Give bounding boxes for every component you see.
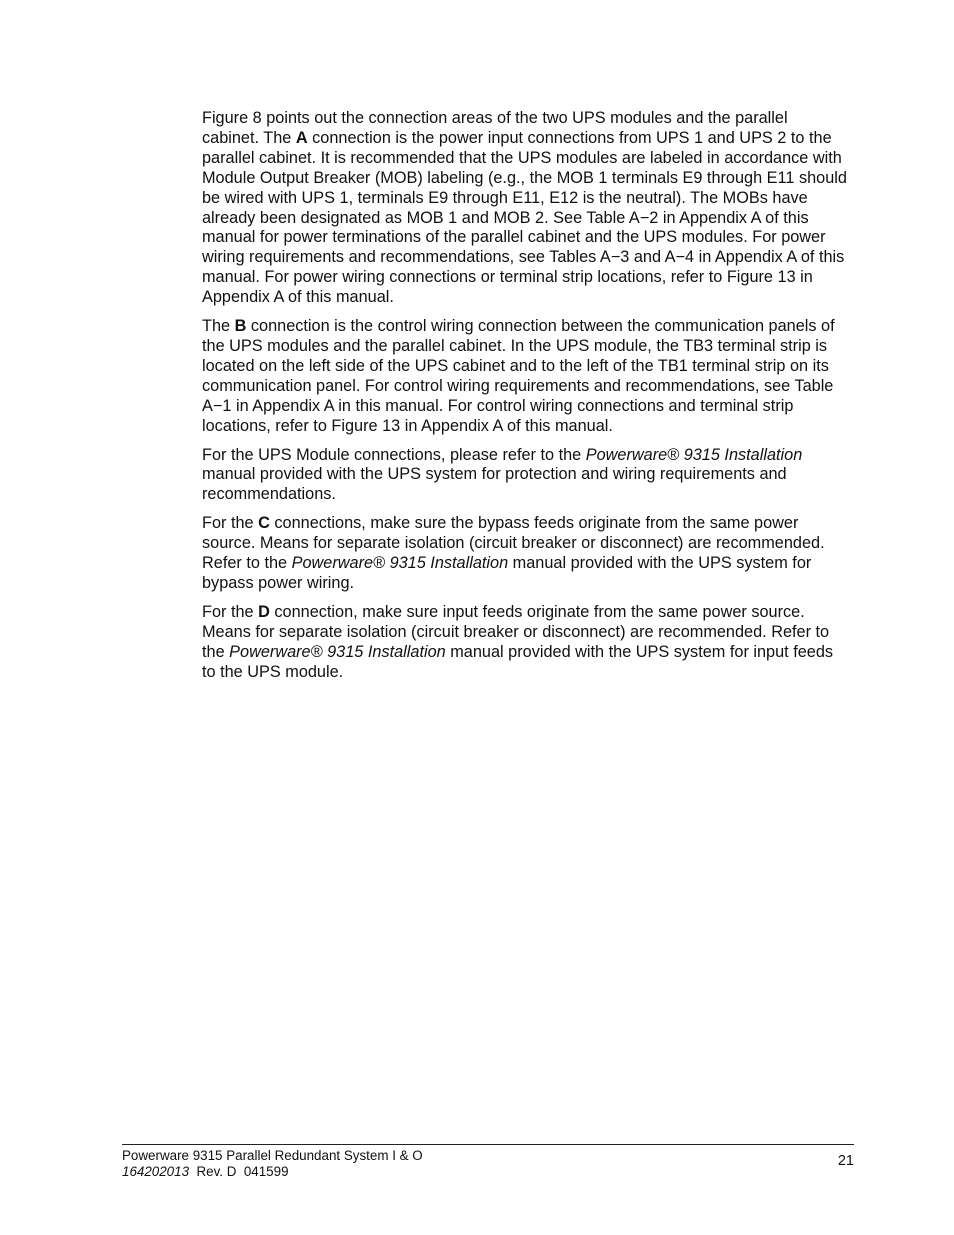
text-segment: connections, make sure the bypass feeds originate from the same power source. Means for separate isolation (circuit breaker or disconnect) are recommended. Refer to the [202,514,825,573]
doc-number: 164202013 [122,1164,190,1179]
text-segment: For the UPS Module connections, please refer to the [202,445,586,464]
manual-title: Powerware® 9315 Installation [229,642,446,661]
text-segment: manual provided with the UPS system for input feeds to the UPS module. [202,642,834,681]
body-text [202,109,848,691]
text-segment: The [202,317,235,336]
footer-left [122,1148,423,1180]
paragraph-connection-b [202,317,848,436]
text-segment: For the [202,514,259,533]
paragraph-connection-c [202,514,848,594]
paragraph-connection-a [202,109,848,308]
footer-title: Powerware 9315 Parallel Redundant System I & O [122,1148,423,1163]
revision: Rev. D 041599 [189,1164,289,1179]
label-c: C [258,514,270,533]
text-segment: connection is the power input connections from UPS 1 and UPS 2 to the parallel cabinet. It is recommended that the UPS modules are labeled in accordance with Module Output Breaker (MOB) labeling (e.g., the MOB 1 terminals E9 through E11 should be wired with UPS 1, terminals E9 through E11, E12 is the neutral). The MOBs have already been designated as MOB 1 and MOB 2. See Table A−2 in Appendix A of this manual for power terminations of the parallel cabinet and the UPS modules. For power wiring requirements and recommendations, see Tables A−3 and A−4 in Appendix A of this manual. For power wiring connections or terminal strip locations, refer to Figure 13 in Appendix A of this manual. [202,128,847,307]
footer-doc-info [122,1164,423,1180]
text-segment: connection is the control wiring connection between the communication panels of the UPS modules and the parallel cabinet. In the UPS module, the TB3 terminal strip is located on the left side of the UPS cabinet and to the left of the TB1 terminal strip on its communication panel. For control wiring requirements and recommendations, see Table A−1 in Appendix A in this manual. For control wiring connections and terminal strip locations, refer to Figure 13 in Appendix A of this manual. [202,317,835,435]
manual-title: Powerware® 9315 Installation [291,554,509,573]
text-segment: Figure 8 points out the connection areas of the two UPS modules and the parallel cabinet. The [202,109,788,147]
text-segment: manual provided with the UPS system for bypass power wiring. [202,554,812,592]
paragraph-ups-module [202,446,848,506]
text-segment: connection, make sure input feeds originate from the same power source. Means for separate isolation (circuit breaker or disconnect) are recommended. Refer to the [202,602,830,661]
label-a: A [295,128,308,147]
label-b: B [234,317,247,336]
text-segment: manual provided with the UPS system for protection and wiring requirements and recommendations. [202,465,787,504]
page-number: 21 [837,1153,854,1169]
manual-title: Powerware® 9315 Installation [585,445,803,464]
text-segment: For the [202,602,259,621]
label-d: D [258,602,270,621]
page-footer [122,1144,854,1180]
paragraph-connection-d [202,603,848,683]
